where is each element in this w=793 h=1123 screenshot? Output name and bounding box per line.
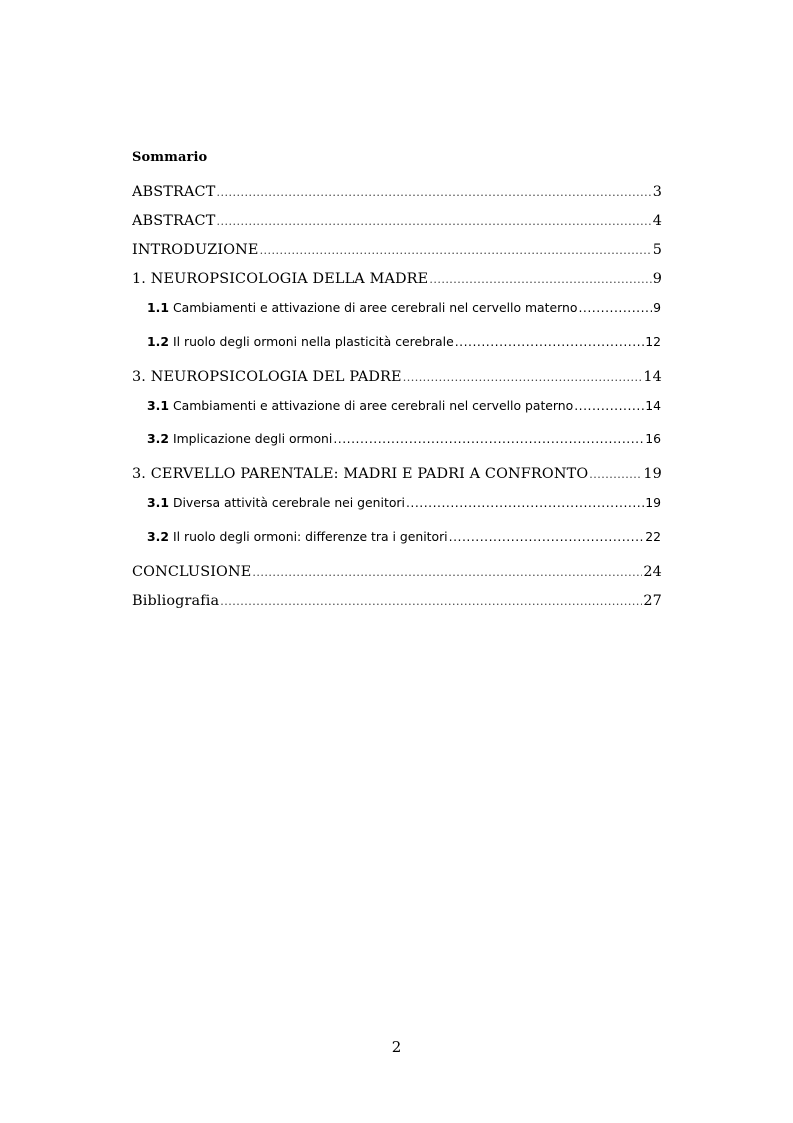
toc-entry-page: 16 [645,431,661,446]
toc-entry-conclusione[interactable] [132,564,662,584]
toc-entry-introduzione[interactable] [132,242,662,262]
toc-entry-section-1-1[interactable] [147,300,661,320]
toc-entry-abstract[interactable] [132,184,662,204]
toc-entry-page: 14 [645,398,661,413]
toc-section-number: 3.1 [147,398,169,413]
toc-entry-page: 19 [643,466,662,482]
toc-entry-label: Il ruolo degli ormoni nella plasticità cerebrale [172,334,454,349]
toc-entry-label: ABSTRACT [132,213,216,229]
toc-dot-leader [578,300,652,315]
toc-entry-label: 3. CERVELLO PARENTALE: MADRI E PADRI A CONFRONTO [132,466,589,482]
toc-dot-leader [216,213,651,229]
toc-entry-label: Cambiamenti e attivazione di aree cerebrali nel cervello materno [172,300,578,315]
toc-entry-label: INTRODUZIONE [132,242,259,258]
toc-dot-leader [260,242,652,258]
toc-dot-leader [252,564,642,580]
toc-dot-leader [216,184,651,200]
toc-section-number: 1.2 [147,334,169,349]
toc-dot-leader [333,431,644,446]
toc-entry-label: Bibliografia [132,593,220,609]
toc-entry-page: 12 [645,334,661,349]
toc-entry-chapter-cervello-parentale[interactable] [132,466,662,486]
toc-entry-page: 14 [643,369,662,385]
toc-dot-leader [220,593,642,609]
toc-entry-page: 22 [645,529,661,544]
toc-entry-page: 5 [652,242,662,258]
toc-entry-page: 9 [653,300,661,315]
toc-dot-leader [403,369,643,385]
toc-entry-section-1-2[interactable] [147,334,661,354]
toc-entry-section-3-1-genitori[interactable] [147,495,661,515]
toc-entry-label: 3. NEUROPSICOLOGIA DEL PADRE [132,369,402,385]
toc-entry-label: Il ruolo degli ormoni: differenze tra i genitori [172,529,448,544]
toc-entry-label: CONCLUSIONE [132,564,252,580]
toc-entry-page: 9 [652,271,662,287]
toc-dot-leader [406,495,644,510]
toc-section-number: 3.2 [147,431,169,446]
toc-entry-label: 1. NEUROPSICOLOGIA DELLA MADRE [132,271,429,287]
toc-entry-chapter-padre[interactable] [132,369,662,389]
toc-entry-section-3-2-genitori[interactable] [147,529,661,549]
toc-entry-label: ABSTRACT [132,184,216,200]
toc-entry-chapter-1[interactable] [132,271,662,291]
toc-dot-leader [455,334,645,349]
toc-entry-bibliografia[interactable] [132,593,662,613]
toc-entry-page: 27 [643,593,662,609]
toc-entry-label: Diversa attività cerebrale nei genitori [172,495,405,510]
toc-entry-page: 4 [652,213,662,229]
toc-title: Sommario [132,150,208,165]
toc-entry-page: 3 [652,184,662,200]
toc-entry-abstract-english[interactable] [132,213,662,233]
toc-entry-label: Cambiamenti e attivazione di aree cerebrali nel cervello paterno [172,398,574,413]
toc-entry-section-3-1-padre[interactable] [147,398,661,418]
toc-dot-leader [589,466,642,482]
toc-section-number: 1.1 [147,300,169,315]
toc-entry-label: Implicazione degli ormoni [172,431,333,446]
page-number: 2 [391,1038,402,1056]
toc-section-number: 3.1 [147,495,169,510]
toc-entry-page: 19 [645,495,661,510]
toc-dot-leader [429,271,651,287]
toc-entry-page: 24 [643,564,662,580]
toc-dot-leader [449,529,645,544]
toc-section-number: 3.2 [147,529,169,544]
toc-entry-section-3-2-padre[interactable] [147,431,661,451]
toc-dot-leader [574,398,644,413]
